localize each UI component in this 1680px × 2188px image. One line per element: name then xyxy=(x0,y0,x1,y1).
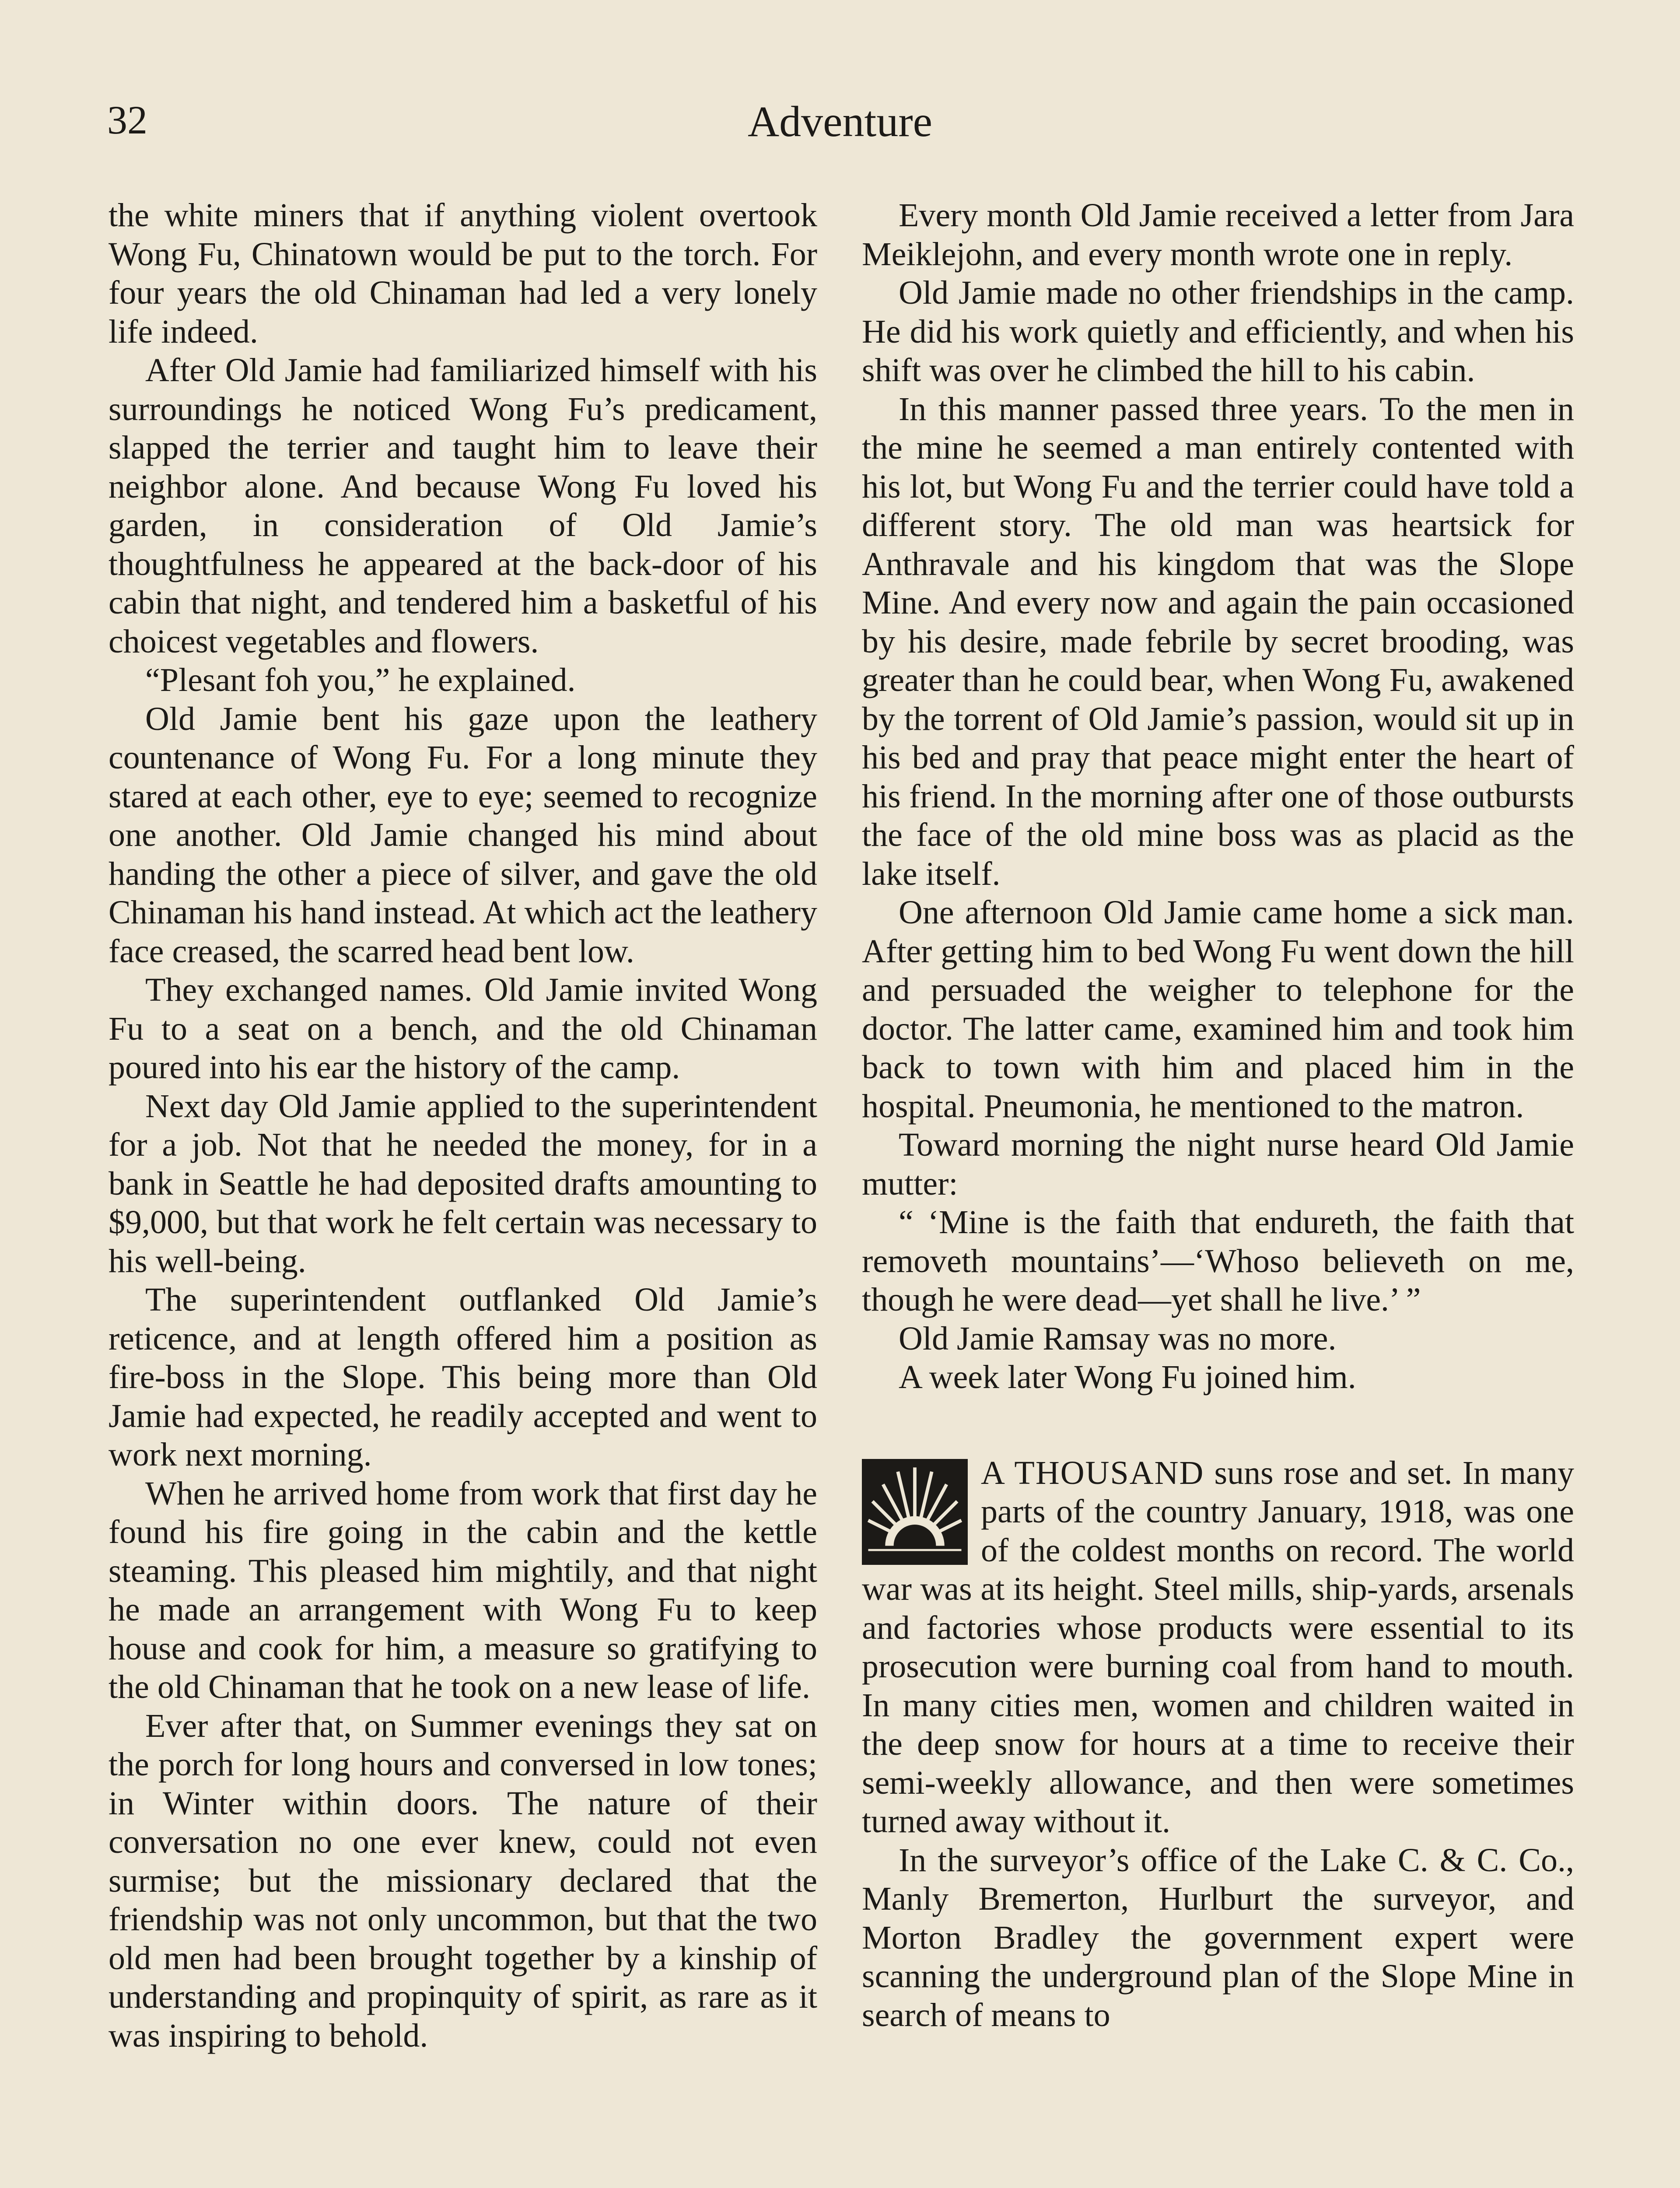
paragraph: Old Jamie Ramsay was no more. xyxy=(899,1320,1337,1357)
rising-sun-icon xyxy=(862,1459,968,1565)
paragraph: One afternoon Old Jamie came home a sick man. After getting him to bed Wong Fu went down the hill and persuaded the weigher to telephone for the doctor. The latter came, examined him and took him back to town with him and placed him in the hospital. Pneumonia, he mentioned to the matron. xyxy=(862,894,1574,1125)
paragraph: Old Jamie bent his gaze upon the leathery countenance of Wong Fu. For a long minute they stared at each other, eye to eye; seemed to recognize one another. Old Jamie changed his mind about handing the other a piece of silver, and gave the old Chinaman his hand instead. At which act the leathery face creased, the scarred head bent low. xyxy=(108,700,817,970)
paragraph: “Plesant foh you,” he explained. xyxy=(145,662,576,698)
page-number: 32 xyxy=(107,98,147,142)
paragraph: When he arrived home from work that first day he found his fire going in the cabin and the kettle steaming. This pleased him mightily, and that night he made an arrangement with Wong Fu to keep house and cook for him, a measure so gratifying to the old Chinaman that he took on a new lease of life. xyxy=(108,1475,817,1705)
running-head: Adventure xyxy=(747,97,933,146)
paragraph: Next day Old Jamie applied to the superintendent for a job. Not that he needed the money, for in a bank in Seattle he had deposited drafts amounting to $9,000, but that work he felt certain was necessary to his well-being. xyxy=(108,1087,817,1280)
right-column xyxy=(862,196,1574,2034)
paragraph: A week later Wong Fu joined him. xyxy=(899,1359,1356,1396)
paragraph: Toward morning the night nurse heard Old Jamie mutter: xyxy=(862,1126,1574,1202)
paragraph: Old Jamie made no other friendships in the camp. He did his work quietly and efficiently, and when his shift was over he climbed the hill to his cabin. xyxy=(862,274,1574,389)
paragraph: Every month Old Jamie received a letter from Jara Meiklejohn, and every month wrote one in reply. xyxy=(862,197,1574,273)
paragraph: In this manner passed three years. To the men in the mine he seemed a man entirely contented with his lot, but Wong Fu and the terrier could have told a different story. The old man was heartsick for Anthravale and his kingdom that was the Slope Mine. And every now and again the pain occasioned by his desire, made febrile by secret brooding, was greater than he could bear, when Wong Fu, awakened by the torrent of Old Jamie’s passion, would sit up in his bed and pray that peace might enter the heart of his friend. In the morning after one of those outbursts the face of the old mine boss was as placid as the lake itself. xyxy=(862,390,1574,892)
paragraph: the white miners that if anything violent overtook Wong Fu, Chinatown would be put to the torch. For four years the old Chinaman had led a very lonely life indeed. xyxy=(108,197,817,350)
paragraph: “ ‘Mine is the faith that endureth, the faith that removeth mountains’—‘Whoso believeth on me, though he were dead—yet shall he live.’ ” xyxy=(862,1204,1574,1318)
section-lead-caps: A THOUSAND xyxy=(981,1454,1204,1491)
paragraph: Ever after that, on Summer evenings they sat on the porch for long hours and conversed in low tones; in Winter within doors. The nature of their conversation no one ever knew, could not even surmise; but the missionary declared that the friendship was not only uncommon, but that the two old men had been brought together by a kinship of understanding and propinquity of spirit, as rare as it was inspiring to behold. xyxy=(108,1707,817,2054)
paragraph: The superintendent outflanked Old Jamie’s reticence, and at length offered him a position as fire-boss in the Slope. This being more than Old Jamie had expected, he readily accepted and went to work next morning. xyxy=(108,1281,817,1473)
left-column xyxy=(108,196,817,2055)
paragraph: In the surveyor’s office of the Lake C. & C. Co., Manly Bremerton, Hurlburt the surveyor, and Morton Bradley the government expert were scanning the underground plan of the Slope Mine in search of means to xyxy=(862,1841,1574,2034)
paragraph: They exchanged names. Old Jamie invited Wong Fu to a seat on a bench, and the old Chinaman poured into his ear the history of the camp. xyxy=(108,971,817,1086)
section-break-paragraph xyxy=(862,1454,1574,1841)
paragraph: After Old Jamie had familiarized himself with his surroundings he noticed Wong Fu’s predicament, slapped the terrier and taught him to leave their neighbor alone. And because Wong Fu loved his garden, in consideration of Old Jamie’s thoughtfulness he appeared at the back-door of his cabin that night, and tendered him a basketful of his choicest vegetables and flowers. xyxy=(108,352,817,660)
section-lead-text: suns rose and set. In many parts of the country January, 1918, was one of the coldest months on record. The world war was at its height. Steel mills, ship-yards, arsenals and factories whose products were essential to its prosecution were burning coal from hand to mouth. In many cities men, women and children waited in the deep snow for hours at a time to receive their semi-weekly allowance, and then were sometimes turned away without it. xyxy=(862,1454,1574,1840)
